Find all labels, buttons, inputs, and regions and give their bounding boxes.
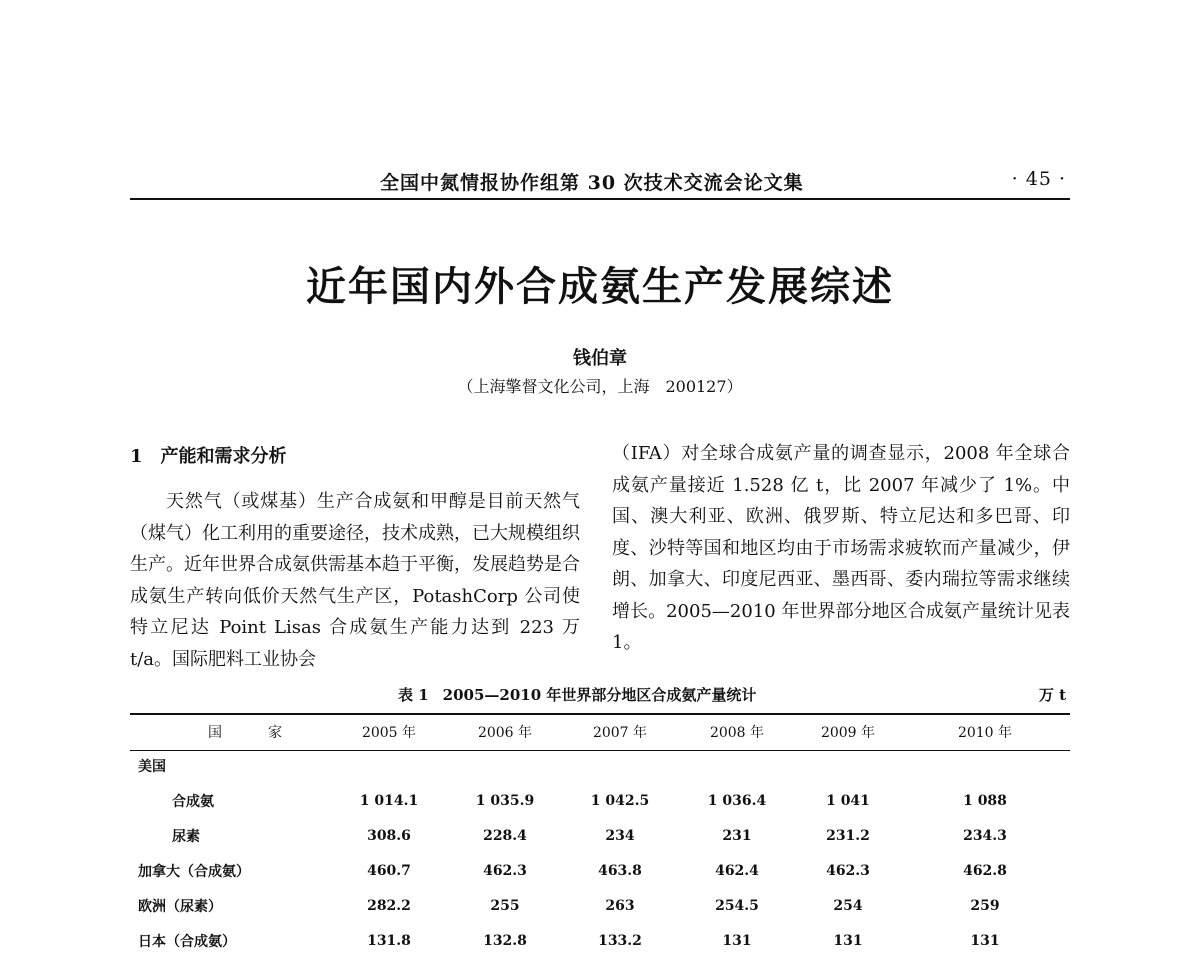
body-paragraph-right: （IFA）对全球合成氨产量的调查显示，2008 年全球合成氨产量接近 1.528 亿 t，比 2007 年减少了 1%。中国、澳大利亚、欧洲、俄罗斯、特立尼达和多巴哥、印度、沙特等国和地区均由于市场需求疲软而产量减少，伊朗、加拿大、印度尼西亚、墨西哥、委内瑞拉等需求继续增长。2005—2010 年世界部分地区合成氨产量统计见表 1。 <box>612 443 1070 653</box>
column-header: 2005 年 <box>361 725 417 741</box>
table-cell: 231.2 <box>826 827 870 844</box>
table-cell <box>448 748 562 783</box>
table-cell: 463.8 <box>598 862 642 879</box>
table-cell <box>678 748 796 783</box>
table-cell: 133.2 <box>598 932 642 949</box>
column-header: 2007 年 <box>592 725 648 741</box>
table-row <box>130 853 1070 888</box>
row-label: 尿素 <box>172 828 200 845</box>
table-cell: 1 035.9 <box>475 792 535 809</box>
table-row <box>130 783 1070 818</box>
table-cell: 131.8 <box>367 932 411 949</box>
table-cell: 282.2 <box>367 897 411 914</box>
table-cell: 460.7 <box>367 862 411 879</box>
header-rule <box>130 198 1070 200</box>
body-paragraph-left: 天然气（或煤基）生产合成氨和甲醇是目前天然气（煤气）化工利用的重要途径，技术成熟，已大规模组织生产。近年世界合成氨供需基本趋于平衡，发展趋势是合成氨生产转向低价天然气生产区，PotashCorp 公司使特立尼达 Point Lisas 合成氨生产能力达到 223 万 t/a。国际肥料工业协会 <box>130 491 580 670</box>
table-cell: 1 014.1 <box>359 792 419 809</box>
table-cell: 263 <box>605 897 635 914</box>
table-cell: 1 088 <box>963 792 1007 809</box>
column-header: 2010 年 <box>957 725 1013 741</box>
section-heading <box>130 442 287 468</box>
table-cell: 462.8 <box>963 862 1007 879</box>
table-cell <box>330 748 448 783</box>
table-unit: 万 t <box>1038 686 1066 704</box>
row-label: 美国 <box>138 758 166 775</box>
table-cell: 1 036.4 <box>707 792 767 809</box>
table-cell: 308.6 <box>367 827 411 844</box>
column-header: 2009 年 <box>820 725 876 741</box>
table-cell <box>562 748 678 783</box>
table-cell <box>900 748 1070 783</box>
table-cell: 131 <box>833 932 863 949</box>
table-cell <box>796 748 900 783</box>
row-label: 日本（合成氨） <box>138 933 236 950</box>
journal-title: 全国中氮情报协作组第 30 次技术交流会论文集 <box>380 172 804 194</box>
table-cell: 259 <box>970 897 1000 914</box>
table-cell: 254 <box>833 897 863 914</box>
section-number: 1 <box>130 446 143 467</box>
production-table <box>130 716 1070 958</box>
table-caption-text <box>398 684 756 705</box>
table-cell: 255 <box>490 897 520 914</box>
table-cell: 234.3 <box>963 827 1007 844</box>
table-row <box>130 818 1070 853</box>
table-cell: 1 041 <box>826 792 870 809</box>
table-row <box>130 748 1070 783</box>
table-cell: 254.5 <box>715 897 759 914</box>
row-label: 合成氨 <box>172 793 214 810</box>
author-affiliation: （上海擎督文化公司，上海 200127） <box>457 377 743 396</box>
column-header: 2008 年 <box>709 725 765 741</box>
table-label: 表 1 <box>398 686 429 704</box>
table-row <box>130 888 1070 923</box>
table-header-row <box>130 716 1070 748</box>
table-cell: 1 042.5 <box>590 792 650 809</box>
table-cell: 234 <box>605 827 635 844</box>
column-header: 国 家 <box>208 725 298 741</box>
table-top-rule <box>130 713 1070 715</box>
table-cell: 132.8 <box>483 932 527 949</box>
row-label: 欧洲（尿素） <box>138 898 222 915</box>
table-row <box>130 923 1070 958</box>
table-cell: 131 <box>722 932 752 949</box>
table-title: 2005—2010 年世界部分地区合成氨产量统计 <box>442 686 757 704</box>
table-cell: 131 <box>970 932 1000 949</box>
table-cell: 462.3 <box>826 862 870 879</box>
section-title: 产能和需求分析 <box>160 446 287 467</box>
row-label: 加拿大（合成氨） <box>138 863 250 880</box>
page-number: · 45 · <box>1011 168 1066 190</box>
column-header: 2006 年 <box>477 725 533 741</box>
table-cell: 462.3 <box>483 862 527 879</box>
article-title: 近年国内外合成氨生产发展综述 <box>306 263 894 310</box>
table-cell: 231 <box>722 827 752 844</box>
table-cell: 462.4 <box>715 862 759 879</box>
table-cell: 228.4 <box>483 827 527 844</box>
author-name: 钱伯章 <box>573 348 627 369</box>
